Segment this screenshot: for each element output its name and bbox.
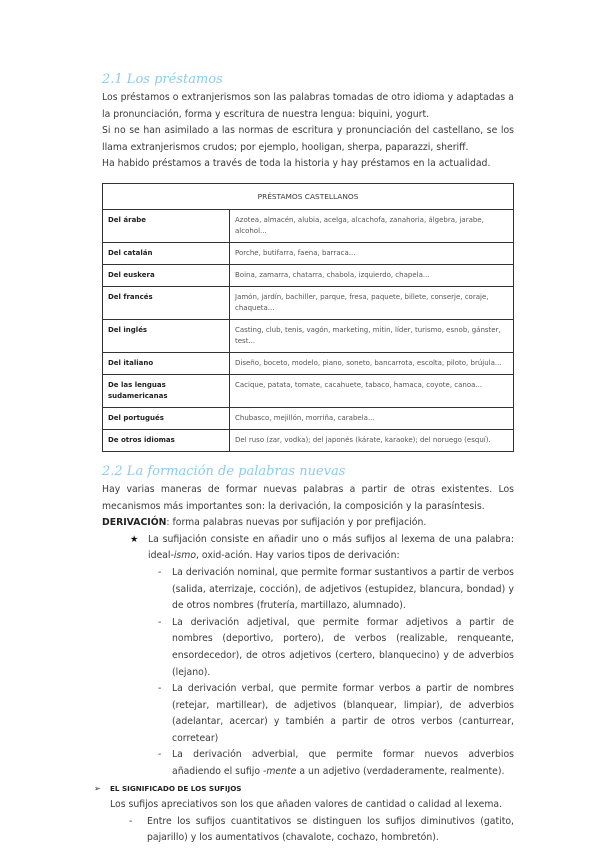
derivacion-label: DERIVACIÓN xyxy=(102,517,167,529)
star-icon: ★ xyxy=(130,533,139,545)
paragraph: Los préstamos o extranjerismos son las palabras tomadas de otro idioma y adaptadas a la pronunciación, forma y escritura de nuestra lengua: biquini, yogurt. xyxy=(102,92,514,120)
text: EL SIGNIFICADO DE LOS SUFIJOS xyxy=(110,783,242,793)
row-value: Diseño, boceto, modelo, piano, soneto, bancarrota, escolta, piloto, brújula... xyxy=(230,352,514,374)
table-row xyxy=(103,264,514,286)
row-label: De otros idiomas xyxy=(103,429,230,451)
row-value: Del ruso (zar, vodka); del japonés (kárate, karaoke); del noruego (esquí). xyxy=(230,429,514,451)
row-value: Cacique, patata, tomate, cacahuete, tabaco, hamaca, coyote, canoa... xyxy=(230,374,514,407)
row-label: Del árabe xyxy=(103,209,230,242)
subheading-significado xyxy=(94,781,514,798)
table-row xyxy=(103,429,514,451)
star-bullet-item xyxy=(130,532,514,565)
table-row xyxy=(103,286,514,319)
text: , oxid-ación. Hay varios tipos de derivación: xyxy=(196,550,400,562)
list-item xyxy=(158,681,514,747)
table-row xyxy=(103,352,514,374)
table-row xyxy=(103,374,514,407)
dash-icon: - xyxy=(129,815,133,827)
paragraph: Si no se han asimilado a las normas de escritura y pronunciación del castellano, se los llama extranjerismos crudos; por ejemplo, hooligan, sherpa, paparazzi, sheriff. xyxy=(102,125,514,153)
row-label: Del francés xyxy=(103,286,230,319)
dash-icon: - xyxy=(158,749,162,761)
list-item xyxy=(158,747,514,780)
row-label: De las lenguas sudamericanas xyxy=(103,374,230,407)
text: Entre los sufijos cuantitativos se distinguen los sufijos diminutivos (gatito, pajarillo) y los aumentativos (chavalote, cochazo, hombretón). xyxy=(147,815,514,844)
list-item xyxy=(158,615,514,681)
section-heading-prestamos: 2.1 Los préstamos xyxy=(102,72,223,87)
arrow-bullet-icon: ➢ xyxy=(94,783,101,793)
row-label: Del inglés xyxy=(103,319,230,352)
document-page xyxy=(94,70,514,847)
dash-icon: - xyxy=(158,566,162,578)
row-value: Casting, club, tenis, vagón, marketing, mitin, líder, turismo, esnob, gánster, test... xyxy=(230,319,514,352)
italic-text: ismo xyxy=(173,550,197,562)
dash-icon: - xyxy=(158,616,162,628)
text: La derivación nominal, que permite formar sustantivos a partir de verbos (salida, aterrizaje, cocción), de adjetivos (estupidez, blancura, bondad) y de otros nombres (frutería, martillazo, alumnado). xyxy=(172,566,514,612)
text: La derivación adjetival, que permite formar adjetivos a partir de nombres (deportivo, portero), de verbos (realizable, renqueante, ensordecedor), de otros adjetivos (certero, blanquecino) y de adverbios (lejano). xyxy=(172,616,514,678)
row-value: Azotea, almacén, alubia, acelga, alcachofa, zanahoria, álgebra, jarabe, alcohol... xyxy=(230,209,514,242)
row-value: Jamón, jardín, bachiller, parque, fresa, paquete, billete, conserje, coraje, chaqueta... xyxy=(230,286,514,319)
text: La sufijación consiste en añadir uno o más sufijos al lexema de una palabra: ideal- xyxy=(148,533,514,562)
table-header: PRÉSTAMOS CASTELLANOS xyxy=(103,183,514,209)
paragraph: Ha habido préstamos a través de toda la historia y hay préstamos en la actualidad. xyxy=(102,158,491,170)
row-value: Chubasco, mejillón, morriña, carabela... xyxy=(230,407,514,429)
section-heading-formacion: 2.2 La formación de palabras nuevas xyxy=(102,463,346,479)
paragraph: Los sufijos apreciativos son los que añaden valores de cantidad o calidad al lexema. xyxy=(110,799,503,811)
list-item xyxy=(158,565,514,615)
row-value: Porche, butifarra, faena, barraca... xyxy=(230,242,514,264)
text: La derivación verbal, que permite formar verbos a partir de nombres (retejar, martillear), de adjetivos (blanquear, limpiar), de adverbios (adelantar, acercar) y también a partir de otros verbos (canturrear, corretear) xyxy=(172,683,514,744)
list-item xyxy=(129,814,514,847)
text: a un adjetivo (verdaderamente, realmente). xyxy=(296,766,505,778)
table-row xyxy=(103,242,514,264)
paragraph: Hay varias maneras de formar nuevas palabras a partir de otras existentes. Los mecanismos más importantes son: la derivación, la composición y la parasíntesis. xyxy=(102,483,514,512)
row-label: Del italiano xyxy=(103,352,230,374)
table-row xyxy=(103,319,514,352)
text: La derivación adverbial, que permite formar nuevos adverbios añadiendo el sufijo - xyxy=(172,749,514,778)
table-row xyxy=(103,407,514,429)
row-label: Del catalán xyxy=(103,242,230,264)
dash-icon: - xyxy=(158,683,162,695)
row-label: Del euskera xyxy=(103,264,230,286)
row-value: Boina, zamarra, chatarra, chabola, izquierdo, chapela... xyxy=(230,264,514,286)
derivacion-paragraph xyxy=(102,515,514,532)
derivacion-text: : forma palabras nuevas por sufijación y por prefijación. xyxy=(166,517,427,529)
table-header-row xyxy=(103,183,514,209)
italic-text: mente xyxy=(266,766,297,778)
row-label: Del portugués xyxy=(103,407,230,429)
table-row xyxy=(103,209,514,242)
prestamos-table xyxy=(102,183,514,452)
